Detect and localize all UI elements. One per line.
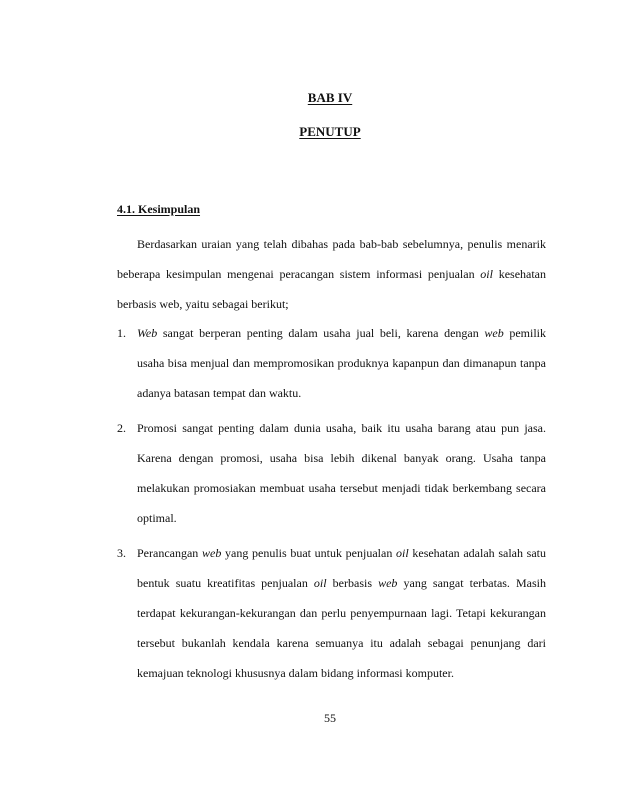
intro-text-2: kesehatan berbasis web, yaitu sebagai berikut; [117,267,547,311]
list-item [117,538,546,688]
list-item-text [137,538,546,688]
text-run: yang penulis buat untuk penjualan [221,546,397,560]
text-run: sangat berperan penting dalam usaha jual beli, karena dengan [157,326,485,340]
list-item-number: 2. [117,421,126,435]
chapter-title: PENUTUP [299,124,361,139]
list-item [117,318,546,408]
italic-term: oil [313,576,327,590]
italic-term: web [378,576,398,590]
italic-term: oil [396,546,409,560]
text-run: pemilik usaha bisa menjual dan mempromosikan produknya kapanpun dan dimanapun tanpa adanya batasan tempat dan waktu. [137,326,546,400]
chapter-number: BAB IV [307,90,353,105]
list-item [117,413,546,533]
list-item-text [137,318,546,408]
text-run: kesehatan adalah salah satu bentuk suatu kreatifitas penjualan [137,546,546,590]
italic-term: web [201,546,222,560]
page-number: 55 [324,711,336,725]
text-run: Perancangan [137,546,202,560]
list-item-number: 1. [117,326,126,340]
text-run: Promosi sangat penting dalam dunia usaha, baik itu usaha barang atau pun jasa. Karena dengan promosi, usaha bisa lebih dikenal banyak orang. Usaha tanpa melakukan promosiakan membuat usaha tersebut menjadi tidak berkembang secara optimal. [137,421,546,525]
intro-paragraph [117,229,546,319]
italic-term: Web [137,326,158,340]
intro-italic-oil: oil [480,267,493,281]
intro-text-1: Berdasarkan uraian yang telah dibahas pada bab-bab sebelumnya, penulis menarik beberapa kesimpulan mengenai peracangan sistem informasi penjualan [117,237,546,281]
list-item-text [137,413,546,533]
italic-term: web [484,326,504,340]
text-run: yang sangat terbatas. Masih terdapat kekurangan-kekurangan dan perlu penyempurnaan lagi. Tetapi kekurangan tersebut bukanlah kendala karena semuanya itu adalah sebagai penunjang dari kemajuan teknologi khususnya dalam bidang informasi komputer. [137,576,547,680]
list-item-number: 3. [117,546,126,560]
section-heading: 4.1. Kesimpulan [117,202,201,216]
conclusion-list [117,318,546,693]
text-run: berbasis [326,576,379,590]
